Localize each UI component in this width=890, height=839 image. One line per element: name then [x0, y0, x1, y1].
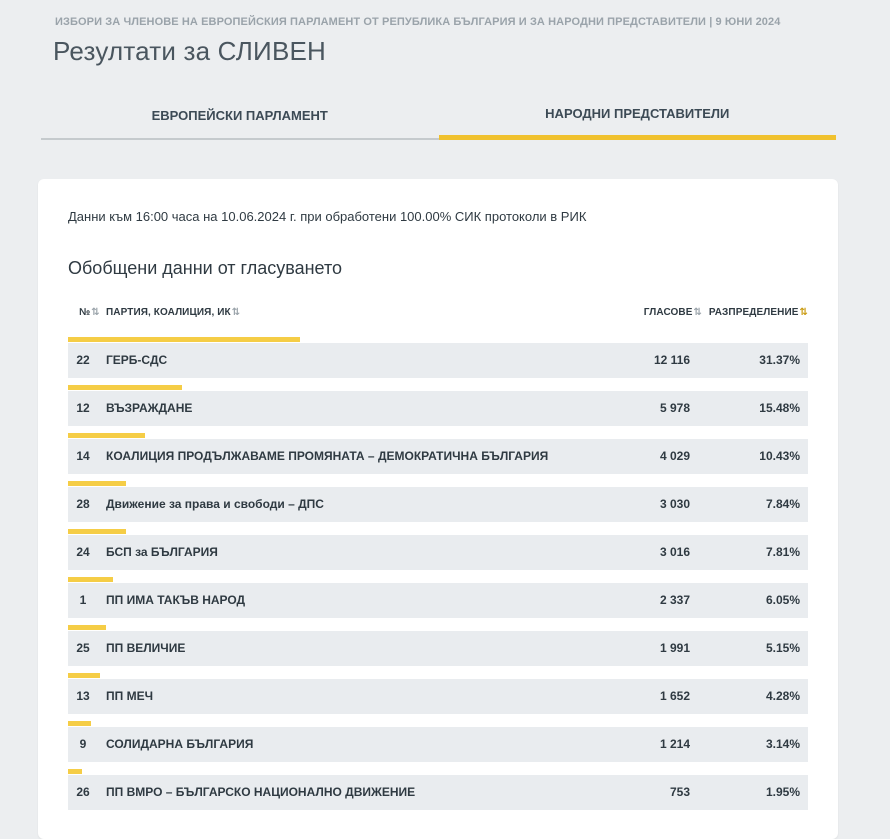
- party-share: 5.15%: [765, 641, 800, 655]
- table-row[interactable]: [68, 720, 808, 768]
- table-row[interactable]: [68, 432, 808, 480]
- table-row[interactable]: [68, 576, 808, 624]
- party-votes: 753: [669, 785, 690, 799]
- column-header-party-label: ПАРТИЯ, КОАЛИЦИЯ, ИК: [106, 307, 231, 318]
- share-bar: [68, 385, 182, 390]
- party-votes: 3 016: [659, 545, 690, 559]
- party-share: 7.84%: [765, 497, 800, 511]
- share-bar: [68, 433, 145, 438]
- column-header-share[interactable]: [709, 307, 808, 318]
- party-votes: 5 978: [659, 401, 690, 415]
- party-name: ПП ИМА ТАКЪВ НАРОД: [106, 593, 246, 607]
- party-votes: 4 029: [659, 449, 690, 463]
- party-name: ВЪЗРАЖДАНЕ: [106, 401, 193, 415]
- table-row[interactable]: [68, 624, 808, 672]
- table-row[interactable]: [68, 384, 808, 432]
- share-bar: [68, 673, 100, 678]
- sort-arrows-icon: ⇅: [91, 307, 100, 318]
- party-name: ПП ВЕЛИЧИЕ: [106, 641, 186, 655]
- table-header: [68, 307, 808, 321]
- party-name: СОЛИДАРНА БЪЛГАРИЯ: [106, 737, 254, 751]
- party-number: 28: [76, 497, 90, 511]
- party-share: 4.28%: [765, 689, 800, 703]
- table-row[interactable]: [68, 480, 808, 528]
- party-share: 1.95%: [765, 785, 800, 799]
- processing-status: Данни към 16:00 часа на 10.06.2024 г. при обработени 100.00% СИК протоколи в РИК: [68, 209, 587, 224]
- party-share: 15.48%: [759, 401, 800, 415]
- table-row[interactable]: [68, 528, 808, 576]
- results-table-body: [68, 336, 808, 816]
- election-supertitle: ИЗБОРИ ЗА ЧЛЕНОВЕ НА ЕВРОПЕЙСКИЯ ПАРЛАМЕНТ ОТ РЕПУБЛИКА БЪЛГАРИЯ И ЗА НАРОДНИ ПРЕДСТАВИТЕЛИ | 9 ЮНИ 2024: [55, 16, 781, 28]
- row-background: [68, 679, 808, 714]
- column-header-votes-label: ГЛАСОВЕ: [643, 307, 693, 318]
- party-name: ГЕРБ-СДС: [106, 353, 168, 367]
- party-number: 12: [76, 401, 90, 415]
- party-number: 1: [79, 593, 87, 607]
- party-number: 22: [76, 353, 90, 367]
- column-header-votes[interactable]: [644, 307, 702, 318]
- share-bar: [68, 721, 91, 726]
- party-votes: 2 337: [659, 593, 690, 607]
- party-votes: 3 030: [659, 497, 690, 511]
- column-header-number[interactable]: [79, 307, 100, 318]
- party-number: 9: [79, 737, 87, 751]
- share-bar: [68, 769, 82, 774]
- party-name: БСП за БЪЛГАРИЯ: [106, 545, 218, 559]
- sort-arrows-icon: ⇅: [231, 307, 241, 318]
- section-title: Обобщени данни от гласуването: [68, 258, 343, 278]
- share-bar: [68, 337, 300, 342]
- party-share: 31.37%: [759, 353, 800, 367]
- party-number: 14: [76, 449, 90, 463]
- tab-national-assembly[interactable]: НАРОДНИ ПРЕДСТАВИТЕЛИ: [439, 92, 837, 140]
- party-name: ПП МЕЧ: [106, 689, 154, 703]
- table-row[interactable]: [68, 336, 808, 384]
- table-row[interactable]: [68, 768, 808, 816]
- party-number: 25: [76, 641, 90, 655]
- share-bar: [68, 529, 126, 534]
- party-votes: 1 214: [659, 737, 690, 751]
- share-bar: [68, 577, 113, 582]
- party-number: 13: [76, 689, 90, 703]
- share-bar: [68, 481, 126, 486]
- election-tabs: [41, 92, 836, 140]
- party-share: 6.05%: [765, 593, 800, 607]
- results-card: [38, 179, 838, 839]
- party-name: Движение за права и свободи – ДПС: [106, 497, 324, 511]
- party-name: КОАЛИЦИЯ ПРОДЪЛЖАВАМЕ ПРОМЯНАТА – ДЕМОКРАТИЧНА БЪЛГАРИЯ: [106, 449, 549, 463]
- party-votes: 1 991: [659, 641, 690, 655]
- party-number: 24: [76, 545, 90, 559]
- party-name: ПП ВМРО – БЪЛГАРСКО НАЦИОНАЛНО ДВИЖЕНИЕ: [106, 785, 416, 799]
- party-share: 3.14%: [765, 737, 800, 751]
- party-share: 7.81%: [765, 545, 800, 559]
- party-number: 26: [76, 785, 90, 799]
- sort-arrows-icon: ⇅: [693, 307, 702, 318]
- column-header-share-label: РАЗПРЕДЕЛЕНИЕ: [708, 307, 799, 318]
- table-row[interactable]: [68, 672, 808, 720]
- party-votes: 1 652: [659, 689, 690, 703]
- party-votes: 12 116: [653, 353, 690, 367]
- share-bar: [68, 625, 106, 630]
- row-background: [68, 343, 808, 378]
- page-title: Резултати за СЛИВЕН: [53, 36, 327, 66]
- tab-european-parliament[interactable]: ЕВРОПЕЙСКИ ПАРЛАМЕНТ: [41, 92, 439, 140]
- column-header-number-label: №: [79, 307, 91, 318]
- sort-desc-icon: ⇅: [799, 307, 808, 318]
- column-header-party[interactable]: [106, 307, 240, 318]
- party-share: 10.43%: [759, 449, 800, 463]
